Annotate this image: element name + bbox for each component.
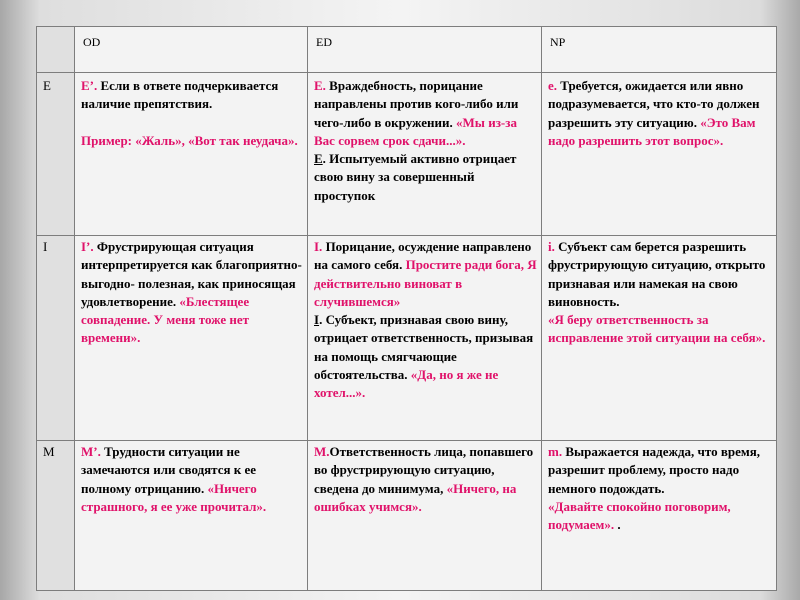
- cell-example: «Я беру ответственность за исправление этой ситуации на себя».: [548, 312, 766, 346]
- cell-text: Трудности ситуации не замечаются или сводятся к ее полному отрицанию.: [81, 444, 257, 496]
- cell-m-np: [542, 441, 777, 591]
- cell-text: Фрустрирующая ситуация интерпретируется как благоприятно- выгодно- полезная, как приносящая удовлетворение.: [81, 239, 302, 309]
- cell-lead: M’.: [81, 444, 101, 459]
- cell-example-secondary: «Да, но я же не хотел...».: [314, 367, 499, 401]
- cell-text: Требуется, ожидается или явно подразумевается, что кто-то должен разрешить эту ситуацию.: [548, 78, 760, 130]
- table-header-row: [37, 27, 777, 73]
- cell-example: «Это Вам надо разрешить этот вопрос».: [548, 114, 756, 148]
- cell-e-np: [542, 73, 777, 236]
- row-code-m: M: [37, 441, 75, 591]
- table-row-e: [37, 73, 777, 236]
- cell-example: «Блестящее совпадение. У меня тоже нет времени».: [81, 293, 250, 346]
- cell-example: «Ничего, на ошибках учимся».: [314, 480, 517, 514]
- cell-example: Простите ради бога, Я действительно виноват в случившемся»: [314, 257, 537, 309]
- row-code-i: I: [37, 236, 75, 441]
- cell-example: «Давайте спокойно поговорим, подумаем».: [548, 498, 731, 533]
- cell-tail: .: [614, 517, 621, 533]
- header-np: NP: [542, 27, 777, 73]
- cell-lead: M.: [314, 444, 330, 459]
- header-ed: ED: [308, 27, 542, 73]
- cell-lead: i.: [548, 239, 555, 254]
- cell-i-od: [75, 236, 308, 441]
- cell-lead: E.: [314, 78, 326, 93]
- table-row-i: [37, 236, 777, 441]
- row-code-e: E: [37, 73, 75, 236]
- cell-e-ed: [308, 73, 542, 236]
- cell-text: Субъект сам берется разрешить фрустрирующую ситуацию, открыто признавая или намекая на свою виновность.: [548, 239, 766, 309]
- cell-i-np: [542, 236, 777, 441]
- cell-m-ed: [308, 441, 542, 591]
- table-row-m: [37, 441, 777, 591]
- cell-text: Если в ответе подчеркивается наличие препятствия.: [81, 78, 279, 112]
- cell-text: Враждебность, порицание направлены против кого-либо или чего-либо в окружении.: [314, 78, 519, 130]
- cell-lead: I.: [314, 239, 323, 254]
- cell-example: «Мы из-за Вас сорвем срок сдачи...».: [314, 114, 517, 148]
- cell-lead-secondary: E: [314, 151, 323, 167]
- cell-i-ed: [308, 236, 542, 441]
- cell-m-od: [75, 441, 308, 591]
- cell-example: «Ничего страшного, я ее уже прочитал».: [81, 480, 267, 514]
- cell-lead: E’.: [81, 78, 98, 93]
- cell-lead: I’.: [81, 239, 94, 254]
- header-corner-cell: [37, 27, 75, 73]
- cell-spacer: [81, 114, 303, 132]
- frustration-reactions-table: [36, 26, 777, 591]
- cell-lead-secondary: I: [314, 312, 320, 328]
- cell-text: Ответственность лица, попавшего во фрустрирующую ситуацию, сведена до минимума,: [314, 444, 534, 496]
- cell-lead: m.: [548, 444, 563, 459]
- cell-e-od: [75, 73, 308, 236]
- cell-example: Пример: «Жаль», «Вот так неудача».: [81, 132, 298, 148]
- cell-lead: e.: [548, 78, 558, 93]
- cell-text-secondary: . Испытуемый активно отрицает свою вину за совершенный проступок: [314, 151, 517, 203]
- cell-text-secondary: . Субъект, признавая свою вину, отрицает ответственность, призывая на помощь смягчающие обстоятельства.: [314, 312, 534, 383]
- cell-text: Выражается надежда, что время, разрешит проблему, просто надо немного подождать.: [548, 444, 760, 496]
- header-od: OD: [75, 27, 308, 73]
- cell-text: Порицание, осуждение направлено на самого себя.: [314, 239, 532, 273]
